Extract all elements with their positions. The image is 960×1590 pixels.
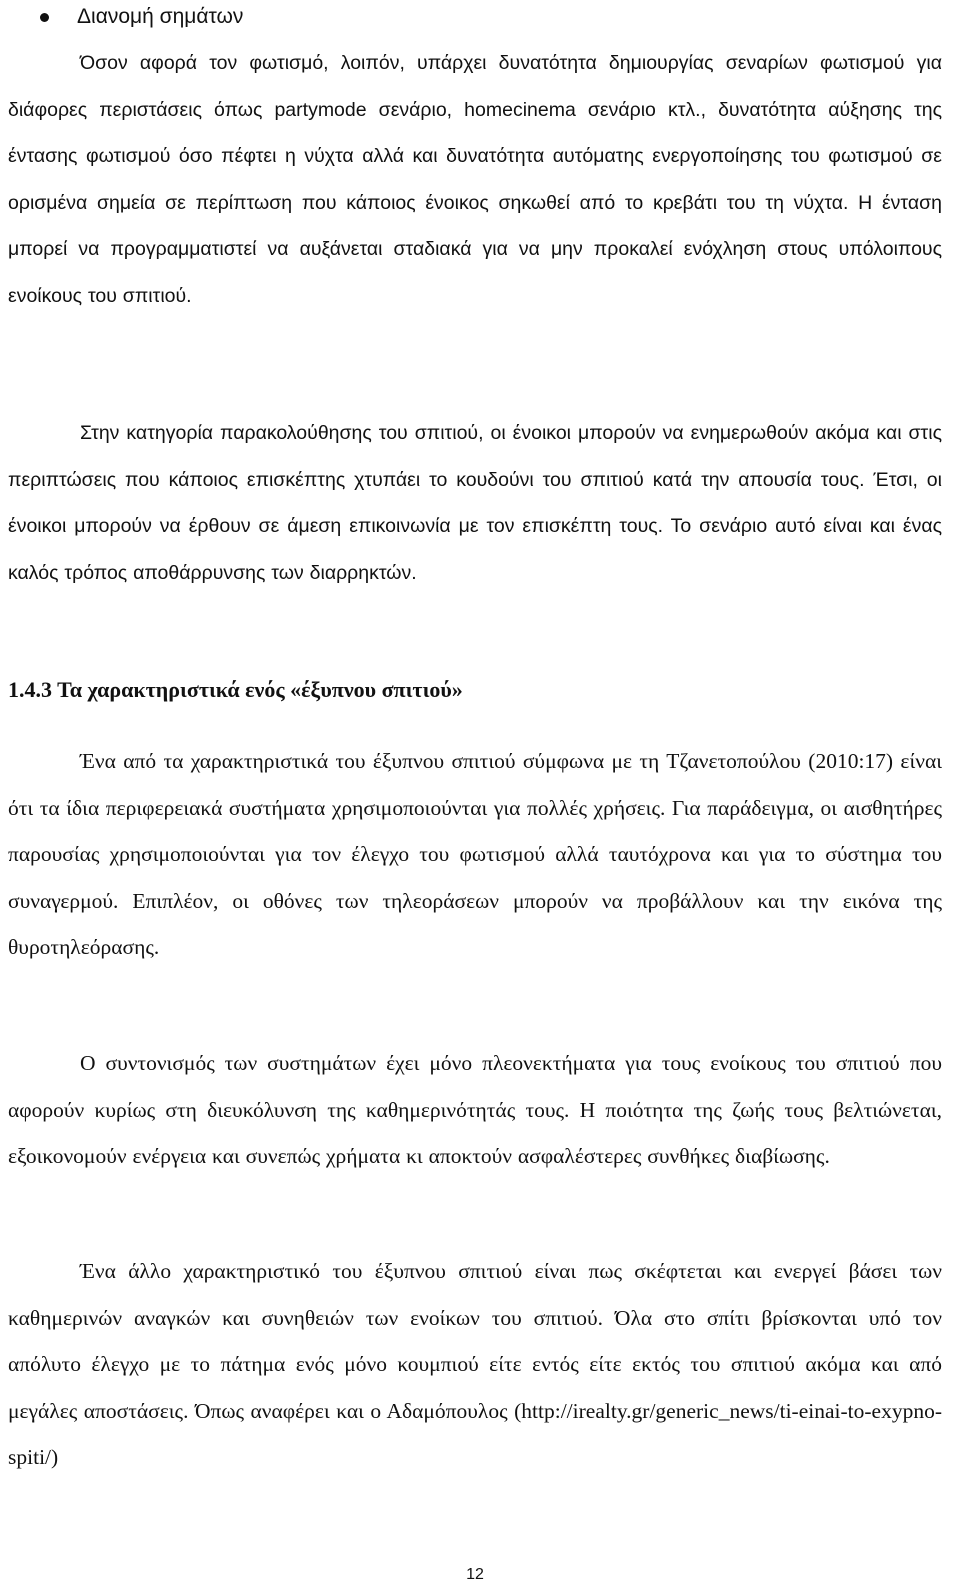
- bullet-item-label: Διανομή σημάτων: [77, 5, 244, 28]
- section-heading: 1.4.3 Τα χαρακτηριστικά ενός «έξυπνου σπιτιού»: [8, 677, 463, 702]
- paragraph-another-characteristic: Ένα άλλο χαρακτηριστικό του έξυπνου σπιτιού είναι πως σκέφτεται και ενεργεί βάσει των καθημερινών αναγκών και συνηθειών των ενοίκων του σπιτιού. Όλα στο σπίτι βρίσκονται υπό τον απόλυτο έλεγχο με το πάτημα ενός μόνο κουμπιού είτε εντός είτε εκτός του σπιτιού ακόμα και από μεγάλες αποστάσεις. Όπως αναφέρει και ο Αδαμόπουλος (http://irealty.gr/generic_news/ti-einai-to-exypno-spiti/): [8, 1259, 942, 1469]
- bullet-dot-icon: [40, 13, 49, 22]
- bullet-item: [40, 0, 243, 34]
- paragraph-characteristics: Ένα από τα χαρακτηριστικά του έξυπνου σπιτιού σύμφωνα με τη Τζανετοπούλου (2010:17) είναι ότι τα ίδια περιφερειακά συστήματα χρησιμοποιούνται για πολλές χρήσεις. Για παράδειγμα, οι αισθητήρες παρουσίας χρησιμοποιούνται για τον έλεγχο του φωτισμού αλλά ταυτόχρονα και για το σύστημα του συναγερμού. Επιπλέον, οι οθόνες των τηλεοράσεων μπορούν να προβάλλουν και την εικόνα της θυροτηλεόρασης.: [8, 749, 942, 959]
- paragraph-monitoring: Στην κατηγορία παρακολούθησης του σπιτιού, οι ένοικοι μπορούν να ενημερωθούν ακόμα και στις περιπτώσεις που κάποιος επισκέπτης χτυπάει το κουδούνι του σπιτιού κατά την απουσία τους. Έτσι, οι ένοικοι μπορούν να έρθουν σε άμεση επικοινωνία με τον επισκέπτη τους. Το σενάριο αυτό είναι και ένας καλός τρόπος αποθάρρυνσης των διαρρηκτών.: [8, 422, 942, 584]
- paragraph-coordination: Ο συντονισμός των συστημάτων έχει μόνο πλεονεκτήματα για τους ενοίκους του σπιτιού που αφορούν κυρίως στη διευκόλυνση της καθημερινότητάς τους. Η ποιότητα της ζωής τους βελτιώνεται, εξοικονομούν ενέργεια και συνεπώς χρήματα κι αποκτούν ασφαλέστερες συνθήκες διαβίωσης.: [8, 1051, 942, 1168]
- page-number: 12: [466, 1566, 484, 1583]
- paragraph-lighting: Όσον αφορά τον φωτισμό, λοιπόν, υπάρχει δυνατότητα δημιουργίας σεναρίων φωτισμού για διάφορες περιστάσεις όπως partymode σενάριο, homecinema σενάριο κτλ., δυνατότητα αύξησης της έντασης φωτισμού όσο πέφτει η νύχτα αλλά και δυνατότητα αυτόματης ενεργοποίησης του φωτισμού σε ορισμένα σημεία σε περίπτωση που κάποιος ένοικος σηκωθεί από το κρεβάτι του τη νύχτα. Η ένταση μπορεί να προγραμματιστεί να αυξάνεται σταδιακά για να μην προκαλεί ενόχληση στους υπόλοιπους ενοίκους του σπιτιού.: [8, 52, 942, 307]
